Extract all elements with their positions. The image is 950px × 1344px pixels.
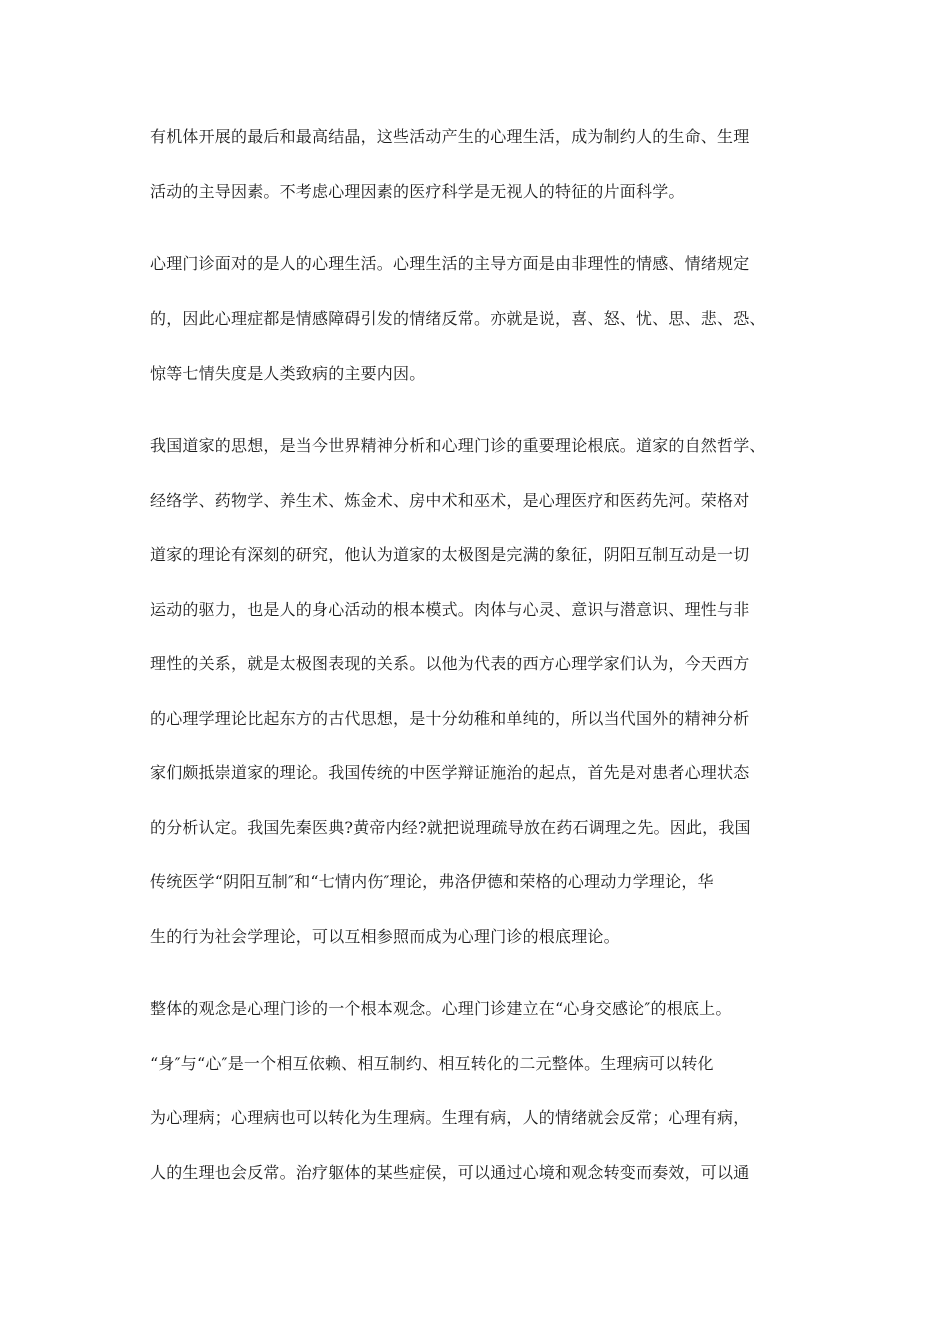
text-line: 人的生理也会反常。治疗躯体的某些症侯，可以通过心境和观念转变而奏效，可以通	[150, 1163, 750, 1182]
text-line: 的心理学理论比起东方的古代思想，是十分幼稚和单纯的，所以当代国外的精神分析	[150, 709, 750, 728]
text-line: 为心理病；心理病也可以转化为生理病。生理有病，人的情绪就会反常；心理有病，	[150, 1108, 750, 1127]
text-line: 的，因此心理症都是情感障碍引发的情绪反常。亦就是说，喜、怒、忧、思、悲、恐、	[150, 309, 766, 328]
text-line: 活动的主导因素。不考虑心理因素的医疗科学是无视人的特征的片面科学。	[150, 182, 685, 201]
text-line: 道家的理论有深刻的研究，他认为道家的太极图是完满的象征，阴阳互制互动是一切	[150, 545, 750, 564]
text-line: 的分析认定。我国先秦医典?黄帝内经?就把说理疏导放在药石调理之先。因此，我国	[150, 818, 751, 837]
text-line: 运动的驱力，也是人的身心活动的根本模式。肉体与心灵、意识与潜意识、理性与非	[150, 600, 750, 619]
text-line: 生的行为社会学理论，可以互相参照而成为心理门诊的根底理论。	[150, 927, 620, 946]
text-line: 惊等七情失度是人类致病的主要内因。	[150, 364, 426, 383]
text-line: 家们颇抵崇道家的理论。我国传统的中医学辩证施治的起点，首先是对患者心理状态	[150, 763, 750, 782]
text-line: 心理门诊面对的是人的心理生活。心理生活的主导方面是由非理性的情感、情绪规定	[150, 254, 750, 273]
text-line: “身″与“心″是一个相互依赖、相互制约、相互转化的二元整体。生理病可以转化	[150, 1054, 714, 1073]
text-line: 我国道家的思想，是当今世界精神分析和心理门诊的重要理论根底。道家的自然哲学、	[150, 436, 766, 455]
text-line: 经络学、药物学、养生术、炼金术、房中术和巫术，是心理医疗和医药先河。荣格对	[150, 491, 750, 510]
text-line: 整体的观念是心理门诊的一个根本观念。心理门诊建立在“心身交感论″的根底上。	[150, 999, 732, 1018]
text-line: 有机体开展的最后和最高结晶，这些活动产生的心理生活，成为制约人的生命、生理	[150, 127, 750, 146]
text-line: 理性的关系，就是太极图表现的关系。以他为代表的西方心理学家们认为，今天西方	[150, 654, 750, 673]
text-line: 传统医学“阴阳互制″和“七情内伤″理论，弗洛伊德和荣格的心理动力学理论，华	[150, 872, 714, 891]
